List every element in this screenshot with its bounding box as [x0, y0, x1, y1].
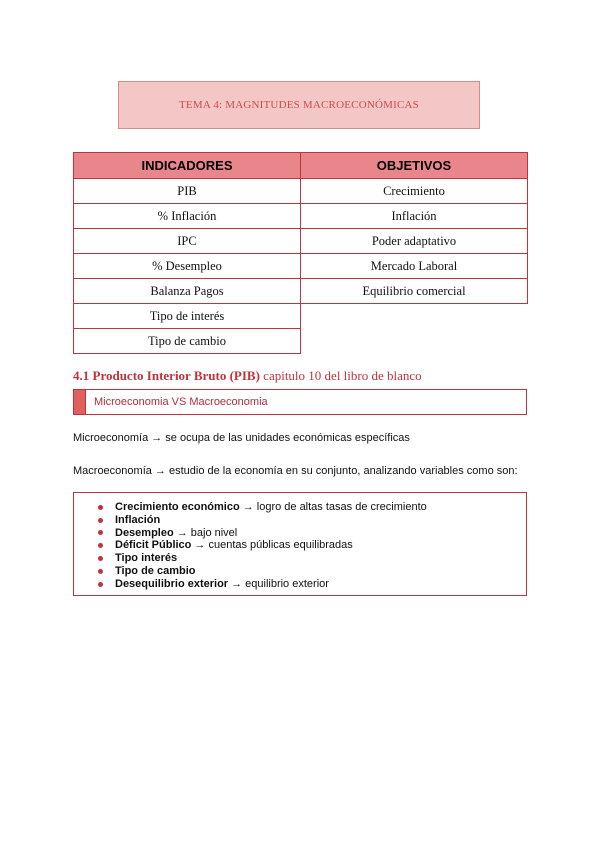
- variable-term: Desequilibrio exterior: [115, 577, 229, 590]
- table-cell: % Inflación: [74, 204, 301, 229]
- indicators-table: [73, 152, 528, 354]
- table-cell-empty: [301, 329, 528, 354]
- bullet-icon: [98, 530, 103, 535]
- variable-term: Tipo de cambio: [115, 564, 196, 577]
- variables-box: [73, 492, 527, 596]
- callout-text: Microeconomia VS Macroeconomia: [94, 396, 268, 408]
- section-note: capitulo 10 del libro de blanco: [263, 368, 422, 383]
- table-cell: PIB: [74, 179, 301, 204]
- variable-term: Déficit Público: [115, 539, 192, 552]
- list-item: [98, 565, 526, 578]
- bullet-icon: [98, 505, 103, 510]
- variable-term: Crecimiento económico: [115, 501, 240, 513]
- table-row: [74, 179, 528, 204]
- table-cell: Crecimiento: [301, 179, 528, 204]
- table-cell: Tipo de interés: [74, 304, 301, 329]
- table-row: [74, 329, 528, 354]
- variable-term: Desempleo: [115, 526, 174, 539]
- table-cell-empty: [301, 304, 528, 329]
- table-row: [74, 254, 528, 279]
- variable-desc: → equilibrio exterior: [231, 577, 329, 590]
- page-title: TEMA 4: MAGNITUDES MACROECONÓMICAS: [118, 81, 480, 129]
- table-cell: Balanza Pagos: [74, 279, 301, 304]
- bullet-icon: [98, 582, 103, 587]
- table-row: [74, 204, 528, 229]
- variable-term: Inflación: [115, 513, 161, 526]
- list-item: [98, 514, 526, 527]
- list-item: [98, 552, 526, 565]
- table-row: [74, 279, 528, 304]
- variables-list: [74, 501, 526, 591]
- table-cell: IPC: [74, 229, 301, 254]
- bullet-icon: [98, 518, 103, 523]
- list-item: [98, 501, 526, 514]
- bullet-icon: [98, 543, 103, 548]
- table-cell: Poder adaptativo: [301, 229, 528, 254]
- list-item: [98, 578, 526, 591]
- bullet-icon: [98, 556, 103, 561]
- variable-desc: → bajo nivel: [176, 526, 238, 539]
- table-cell: % Desempleo: [74, 254, 301, 279]
- table-row: [74, 304, 528, 329]
- table-cell: Mercado Laboral: [301, 254, 528, 279]
- variable-desc: → logro de altas tasas de crecimiento: [242, 501, 427, 513]
- bullet-icon: [98, 569, 103, 574]
- list-item: [98, 539, 526, 552]
- column-header: OBJETIVOS: [301, 153, 528, 179]
- table-cell: Equilibrio comercial: [301, 279, 528, 304]
- column-header: INDICADORES: [74, 153, 301, 179]
- section-number: 4.1: [73, 368, 90, 383]
- variable-term: Tipo interés: [115, 552, 178, 565]
- callout-box: [73, 389, 527, 415]
- section-title: Producto Interior Bruto (PIB): [92, 368, 260, 383]
- table-row: [74, 229, 528, 254]
- list-item: [98, 527, 526, 540]
- callout-accent-bar: [74, 390, 86, 414]
- section-heading: [73, 368, 422, 384]
- variable-desc: → cuentas públicas equilibradas: [194, 539, 353, 552]
- table-cell: Tipo de cambio: [74, 329, 301, 354]
- table-cell: Inflación: [301, 204, 528, 229]
- table-header-row: [74, 153, 528, 179]
- macro-paragraph: Macroeconomía → estudio de la economía en su conjunto, analizando variables como son:: [73, 465, 518, 477]
- micro-paragraph: Microeconomía → se ocupa de las unidades económicas específicas: [73, 432, 410, 444]
